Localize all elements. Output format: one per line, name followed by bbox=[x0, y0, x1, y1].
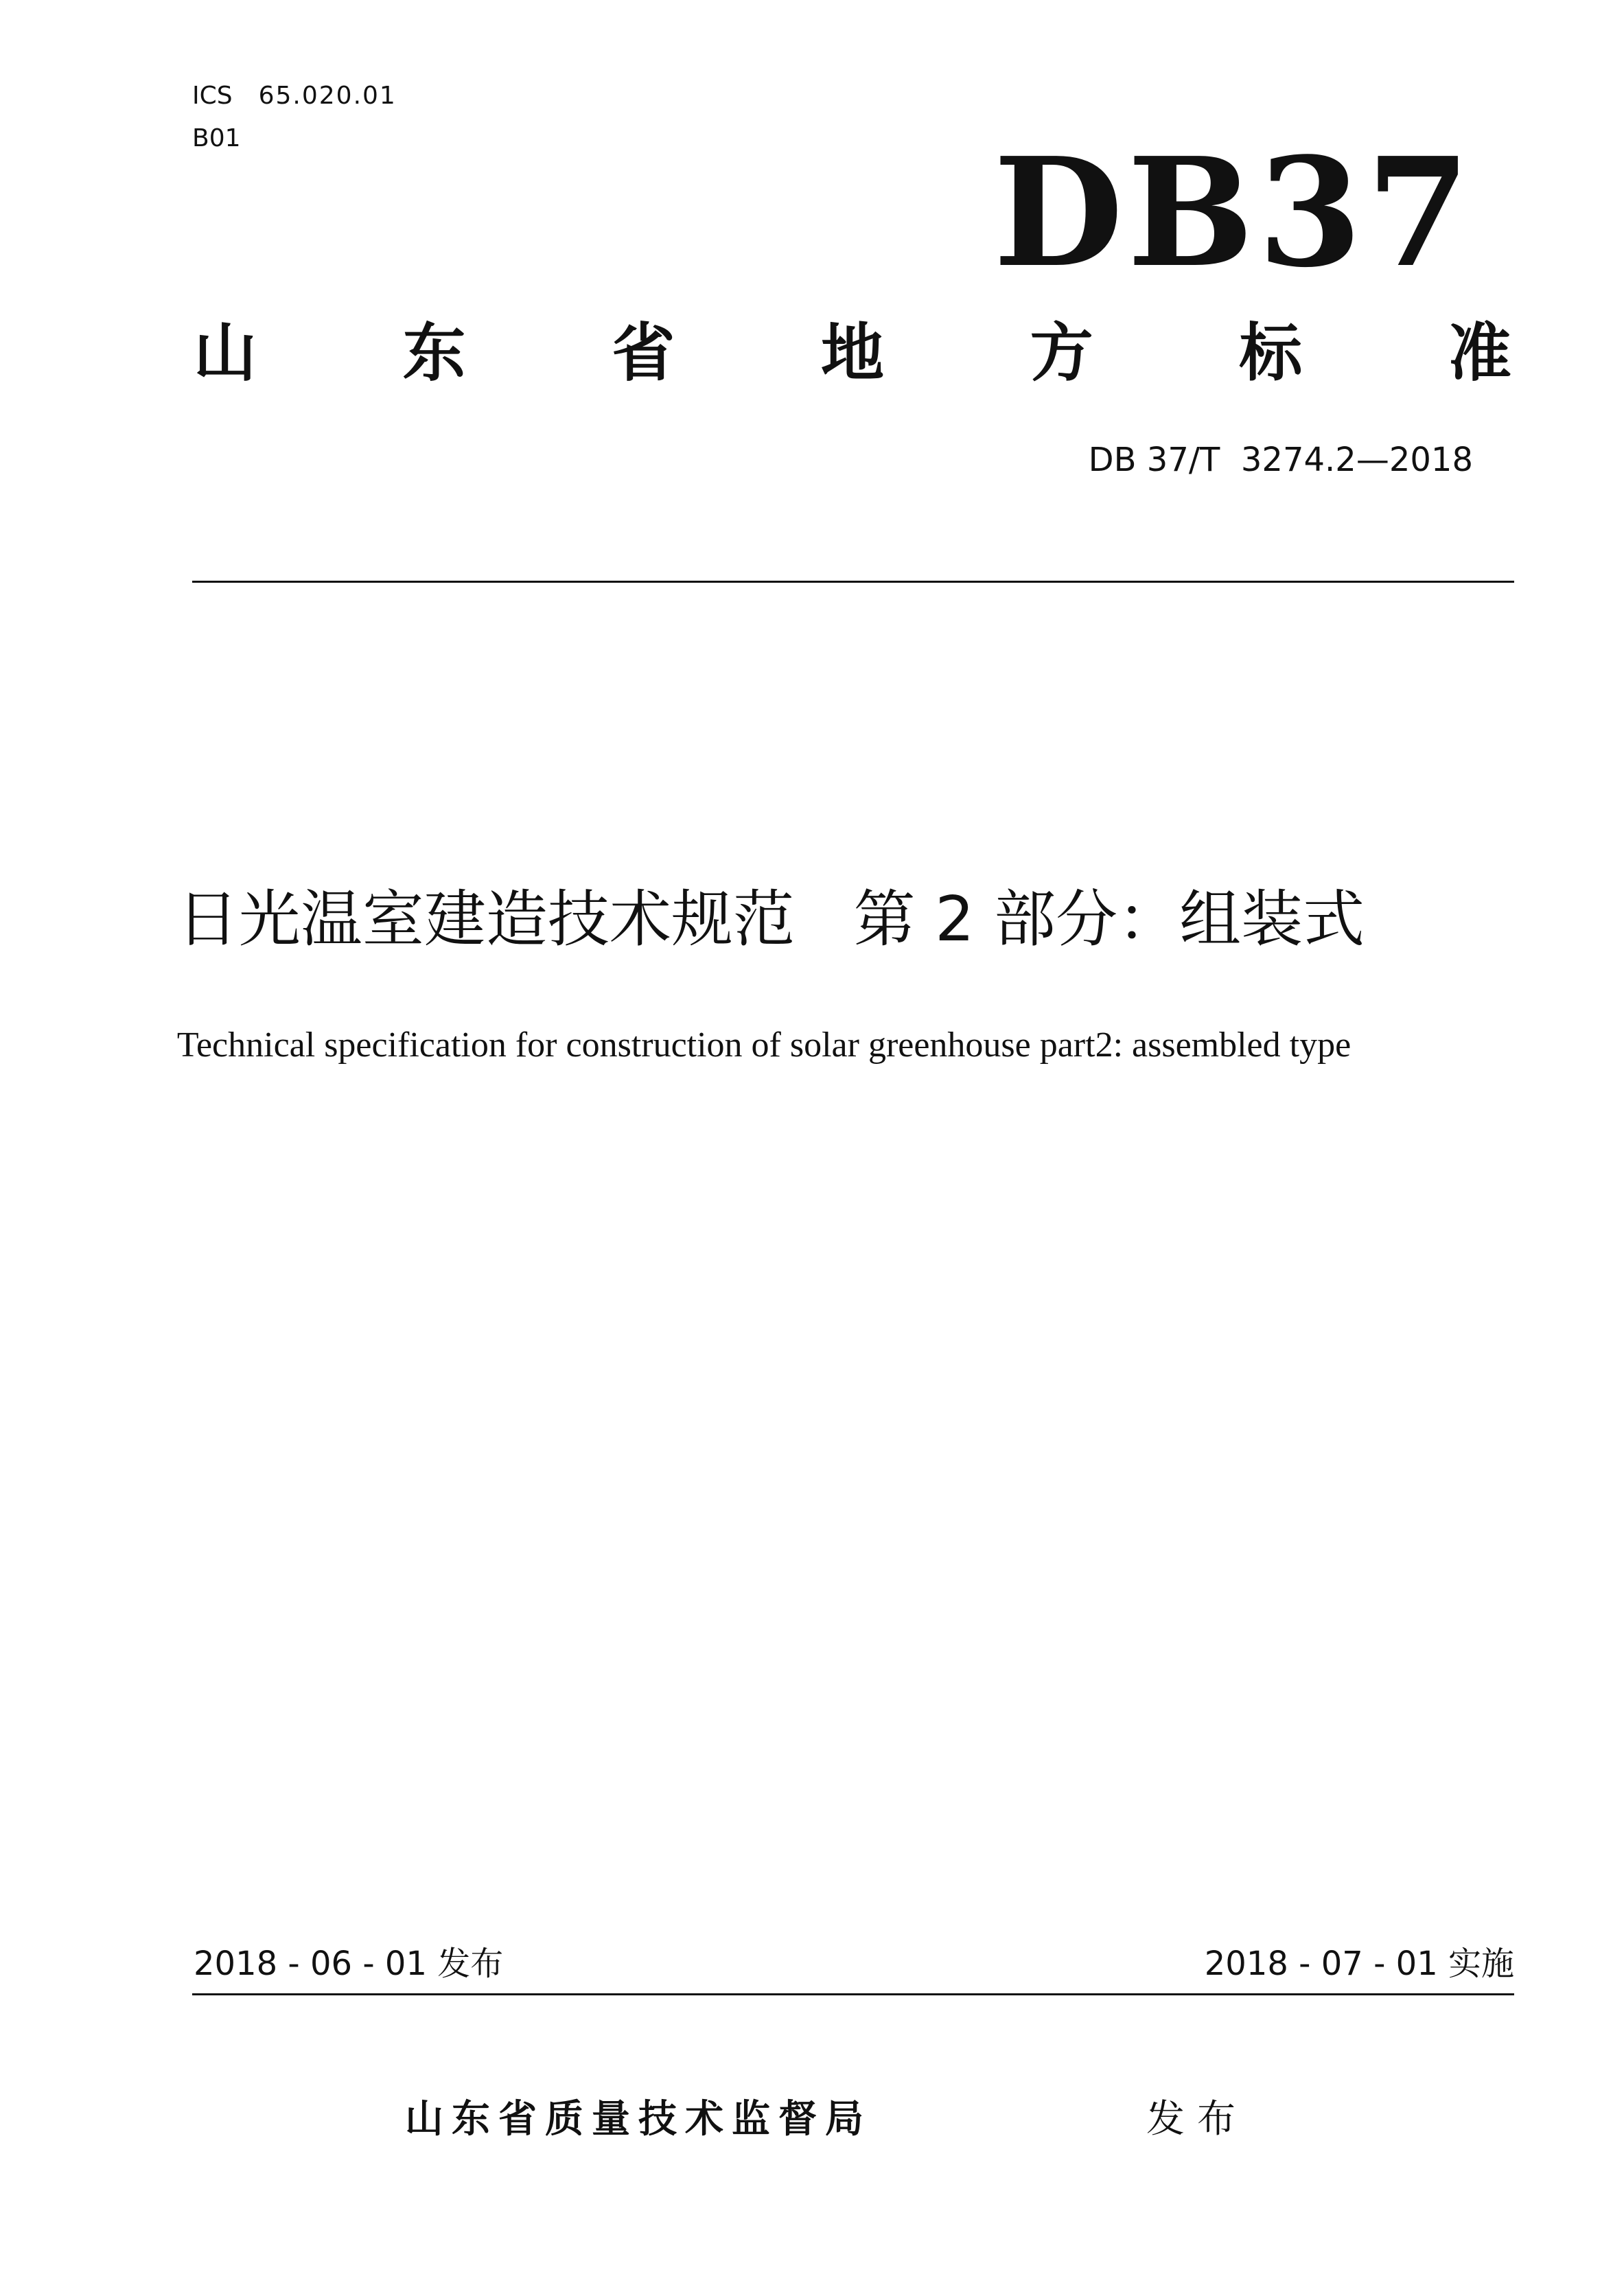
standard-mark: DB37 bbox=[993, 125, 1474, 301]
implement-date: 2018 - 07 - 01 实施 bbox=[1204, 1945, 1514, 1983]
standard-type-char: 方 bbox=[1030, 316, 1093, 390]
standard-type-char: 地 bbox=[820, 316, 884, 390]
ics-classification bbox=[192, 81, 397, 111]
ics-label: ICS bbox=[192, 82, 233, 110]
top-divider bbox=[192, 581, 1514, 583]
title-chinese: 日光温室建造技术规范 第 2 部分：组装式 bbox=[176, 883, 1365, 955]
standard-number: DB 37/T 3274.2—2018 bbox=[1088, 441, 1473, 479]
ics-code: 65.020.01 bbox=[258, 82, 397, 110]
standard-type bbox=[194, 316, 1511, 391]
publish-date: 2018 - 06 - 01 发布 bbox=[194, 1945, 504, 1983]
title-english: Technical specification for construction of solar greenhouse part2: assembled type bbox=[176, 1025, 1352, 1065]
issuing-authority: 山东省质量技术监督局 bbox=[405, 2097, 872, 2142]
standard-type-char: 山 bbox=[194, 316, 257, 390]
standard-type-char: 东 bbox=[402, 316, 466, 390]
issued-label: 发布 bbox=[1146, 2097, 1248, 2142]
standard-type-char: 标 bbox=[1239, 316, 1303, 390]
ccs-code: B01 bbox=[192, 124, 241, 152]
standard-type-char: 准 bbox=[1448, 316, 1511, 390]
bottom-divider bbox=[192, 1993, 1514, 1995]
standard-type-char: 省 bbox=[612, 316, 675, 390]
